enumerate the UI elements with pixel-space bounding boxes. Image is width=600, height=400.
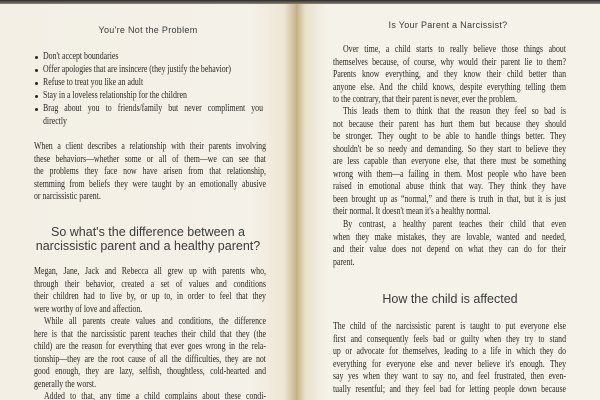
paragraph-line: This leads them to think that the reason they feel so bad is (343, 106, 566, 117)
paragraph-line: themselves because, of course, why would their parent lie to them? (333, 56, 566, 68)
bullet-icon (35, 95, 38, 98)
paragraph-line: anyone else. And the child knows, despite everything telling them (333, 81, 566, 93)
paragraph-line: wrong with them—a failing in them. Most people who have been (333, 168, 566, 180)
paragraph-line: Over time, a child starts to really believe those things about (343, 44, 566, 55)
section-heading: So what's the difference between a (51, 225, 245, 239)
paragraph-line: first and consequently feels bad or guilty when they try to stand (333, 333, 566, 345)
page-top-edge (296, 0, 600, 4)
paragraph-line: been brought up as “normal,” and there is truth in that, but it is just (333, 193, 566, 205)
paragraph-line: their children had to live by, or up to, in order to feel that they (34, 291, 266, 302)
paragraph-line: Added to that, any time a child complains about these condi- (44, 391, 266, 400)
page-top-edge (0, 0, 296, 4)
bullet-icon (35, 82, 38, 85)
paragraph-line: By contrast, a healthy parent teaches their child that even (343, 219, 566, 230)
section-heading: narcissistic parent and a healthy parent? (35, 239, 261, 253)
running-head: You're Not the Problem (98, 25, 198, 35)
bullet-item: Offer apologies that are insincere (they justify the behavior) (43, 64, 231, 75)
paragraph-line: and their value does not depend on what they can do for their (333, 244, 566, 255)
paragraph-line: raised in emotional abuse think that way. They think they have (333, 181, 566, 192)
paragraph-line: everything for everyone else and never believe it's enough. They (333, 358, 566, 370)
bullet-icon (35, 69, 38, 72)
running-head: Is Your Parent a Narcissist? (388, 20, 508, 30)
paragraph-line: parent. (333, 256, 355, 268)
paragraph-line: good enough, they are lazy, selfish, thoughtless, cold-hearted and (34, 366, 266, 377)
bullet-item: directly (43, 116, 67, 127)
paragraph-line: their normal. It doesn't mean it's a healthy normal. (333, 206, 491, 217)
paragraph-line: tionship—they are the root cause of all the difficulties, they are not (34, 353, 266, 365)
paragraph-line: up or advocate for themselves, leading to a life in which they do (333, 346, 566, 357)
bullet-item: Stay in a loveless relationship for the children (43, 90, 187, 101)
paragraph-line: tually resentful; and they feel bad for letting people down because (333, 383, 566, 395)
paragraph-line: Megan, Jane, Jack and Rebecca all grew up with parents who, (34, 266, 266, 277)
paragraph-line: While all parents create values and conditions, the difference (44, 316, 266, 327)
paragraph-line: through their behavior, created a set of values and conditions (34, 278, 266, 290)
bullet-icon (35, 56, 38, 59)
paragraph-line: Parents know everything, and they know their child better than (333, 69, 566, 80)
bullet-item: Brag about you to friends/family but never compliment you (43, 103, 263, 114)
paragraph-line: be stronger. They ought to be able to handle things better. They (333, 131, 566, 142)
paragraph-line: stemming from beliefs they were taught by an emotionally abusive (34, 178, 266, 190)
paragraph-line: The child of the narcissistic parent is taught to put everyone else (333, 321, 566, 332)
paragraph-line: When a client describes a relationship with their parents involving (34, 141, 266, 152)
bullet-item: Refuse to treat you like an adult (43, 77, 144, 88)
paragraph-line: or narcissistic parent. (34, 191, 101, 202)
paragraph-line: these behaviors—whether some or all of them—we can see that (34, 153, 266, 165)
paragraph-line: here is that the narcissistic parent teaches their child that they (the (34, 328, 266, 340)
section-heading: How the child is affected (382, 292, 518, 306)
paragraph-line: when they make mistakes, they are lovable, wanted and needed, (333, 231, 566, 243)
paragraph-line: were worthy of love and affection. (34, 303, 143, 315)
paragraph-line: the problems they face now have arisen from that relationship, (34, 166, 266, 177)
bullet-icon (35, 108, 38, 111)
right-page (296, 0, 600, 400)
paragraph-line: to the contrary, that their parent is never, ever the problem. (333, 94, 517, 105)
bullet-item: Don't accept boundaries (43, 51, 119, 62)
left-page (0, 0, 296, 400)
paragraph-line: child) are the reason for everything that ever goes wrong in the rela- (34, 341, 266, 352)
paragraph-line: are less capable than everyone else, that there must be something (333, 156, 566, 167)
paragraph-line: shouldn't be so needy and demanding. So they start to believe they (333, 143, 566, 155)
paragraph-line: say yes when they want to say no, and feel frustrated, then even- (333, 371, 566, 382)
paragraph-line: not because their parent has hurt them but because they should (333, 118, 566, 130)
paragraph-line: generally the worst. (34, 378, 97, 390)
